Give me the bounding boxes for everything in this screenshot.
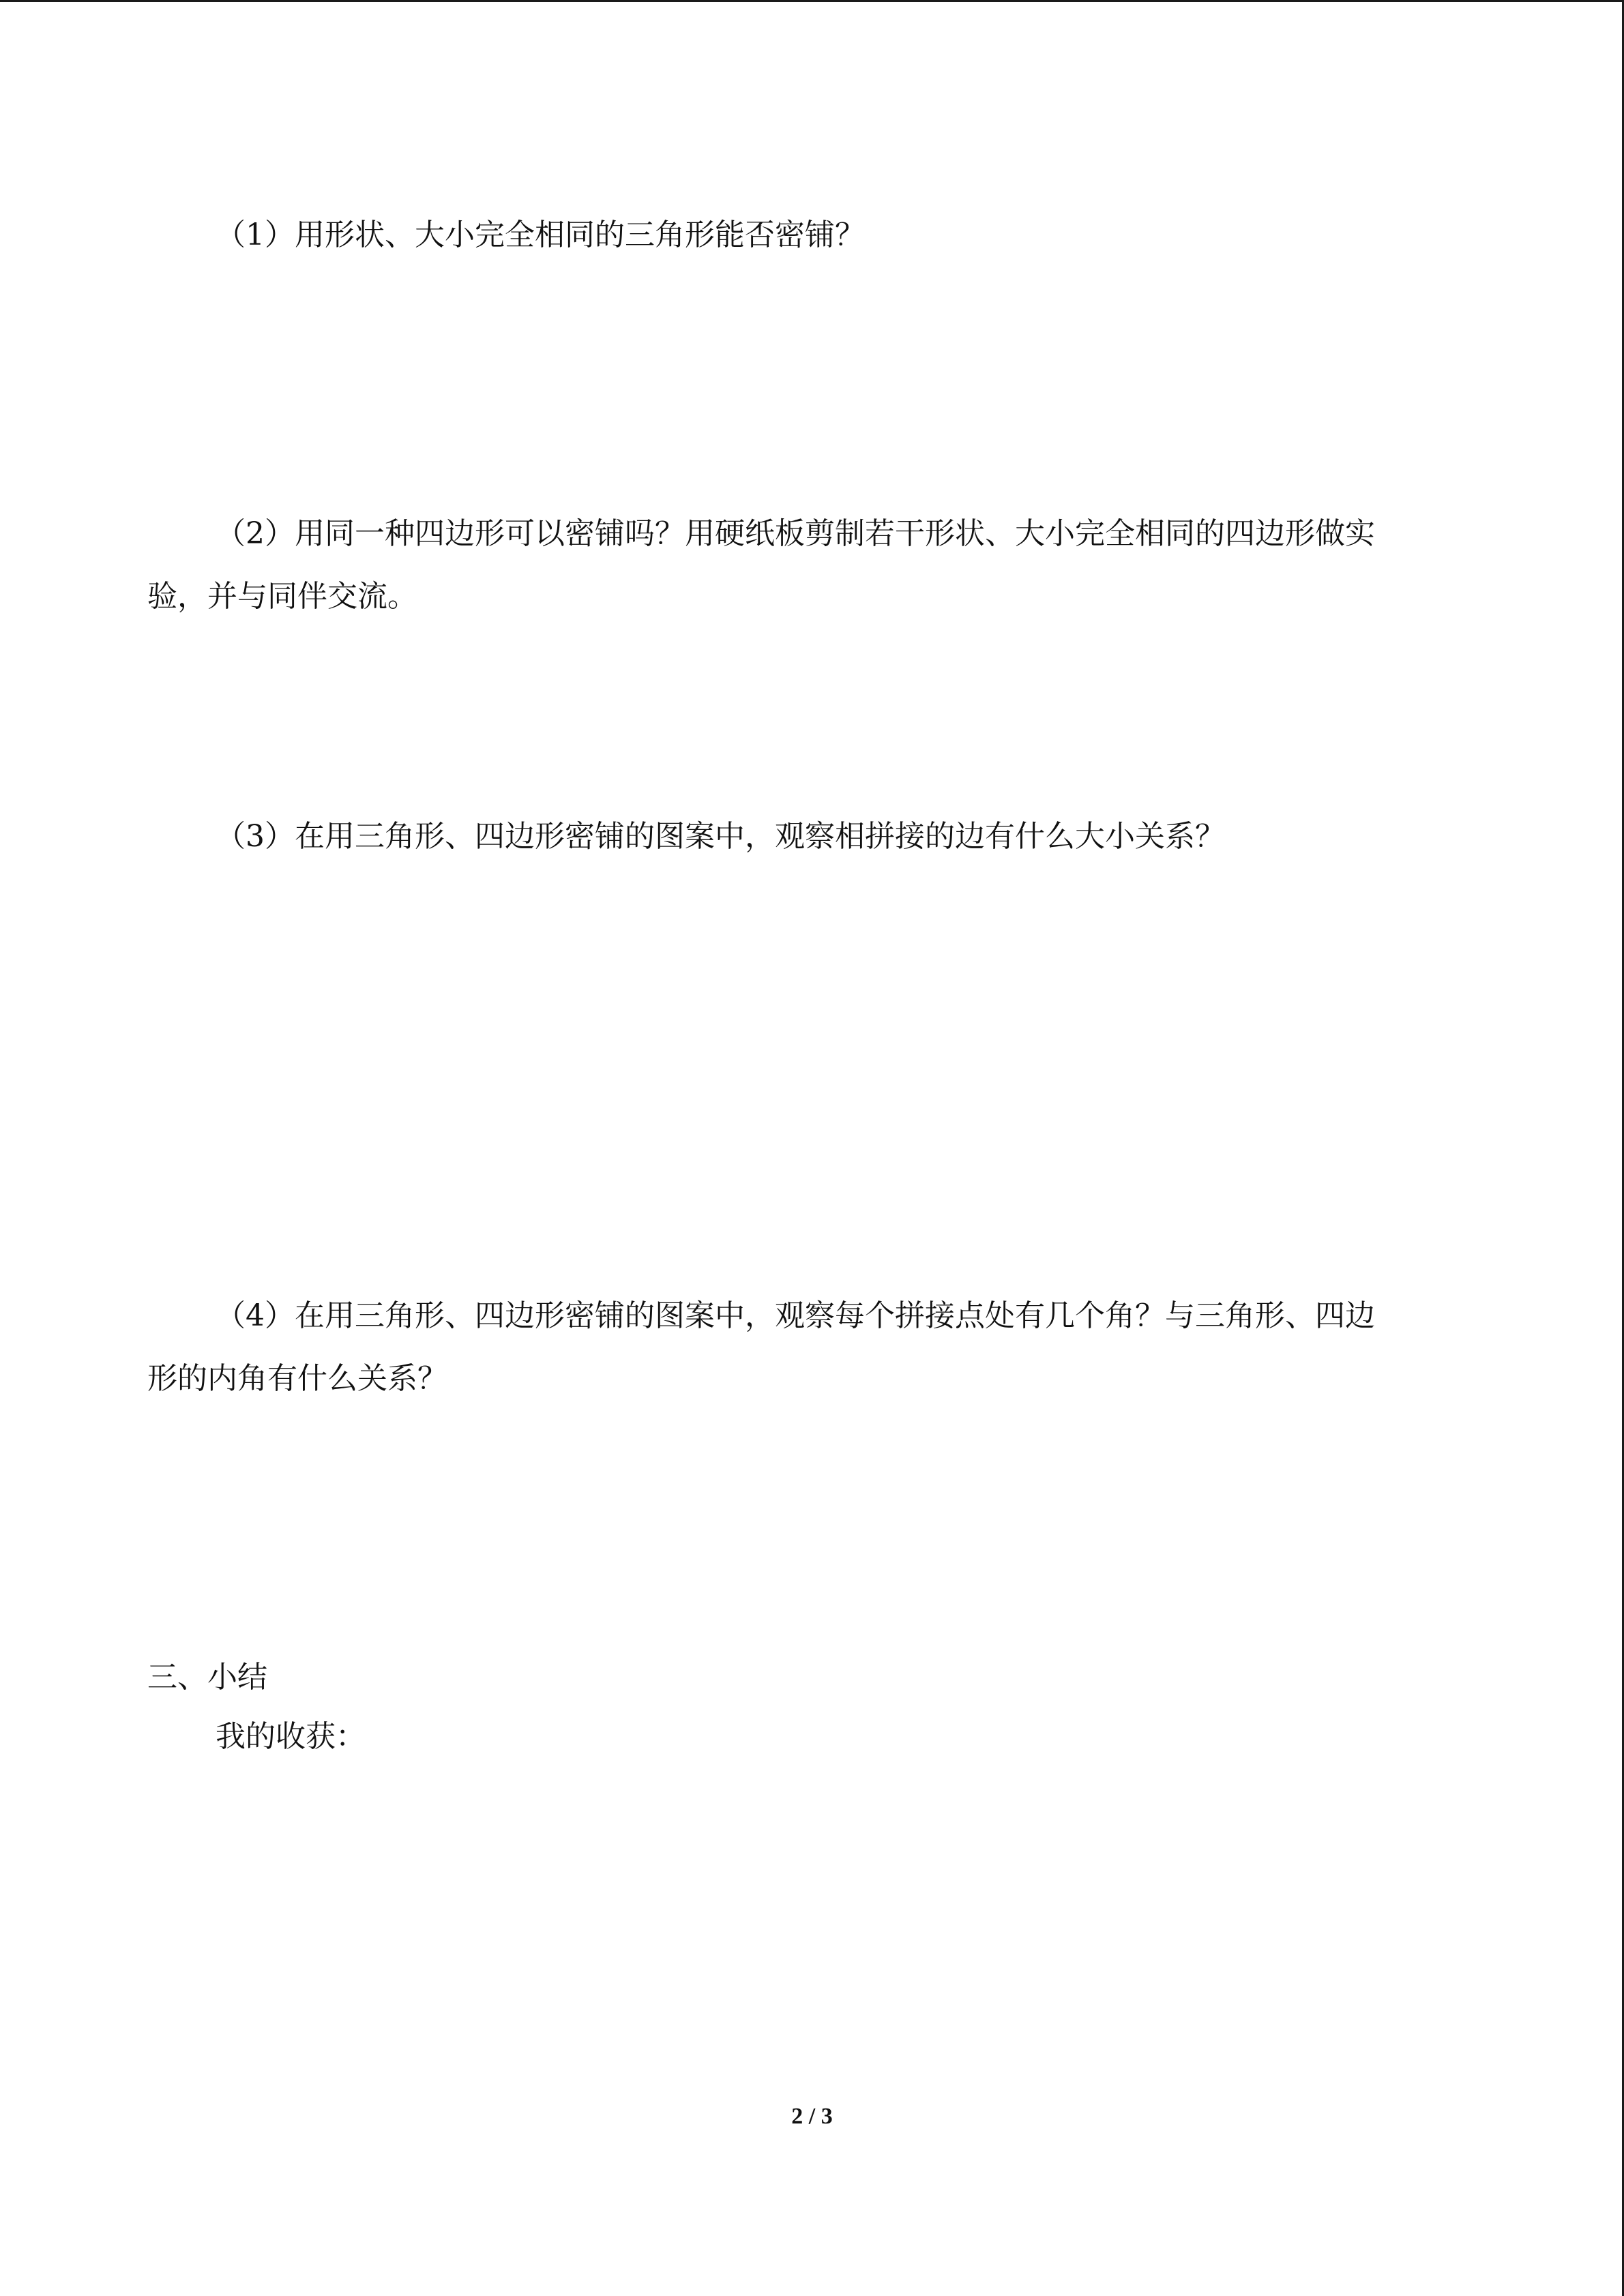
page-number: 2 / 3 xyxy=(791,2104,833,2129)
top-border-line xyxy=(0,0,1624,2)
question-4-line-1: （4）在用三角形、四边形密铺的图案中，观察每个拼接点处有几个角？与三角形、四边 xyxy=(216,1298,1375,1333)
summary-heading: 三、小结 xyxy=(147,1660,267,1695)
question-3-line-1: （3）在用三角形、四边形密铺的图案中，观察相拼接的边有什么大小关系？ xyxy=(216,819,1225,854)
summary-prompt: 我的收获： xyxy=(216,1719,366,1754)
question-4-line-2: 形的内角有什么关系？ xyxy=(147,1361,447,1396)
question-1-line-1: （1）用形状、大小完全相同的三角形能否密铺？ xyxy=(216,218,865,252)
question-2-line-2: 验，并与同伴交流。 xyxy=(147,579,417,614)
question-2-line-1: （2）用同一种四边形可以密铺吗？用硬纸板剪制若干形状、大小完全相同的四边形做实 xyxy=(216,516,1375,551)
